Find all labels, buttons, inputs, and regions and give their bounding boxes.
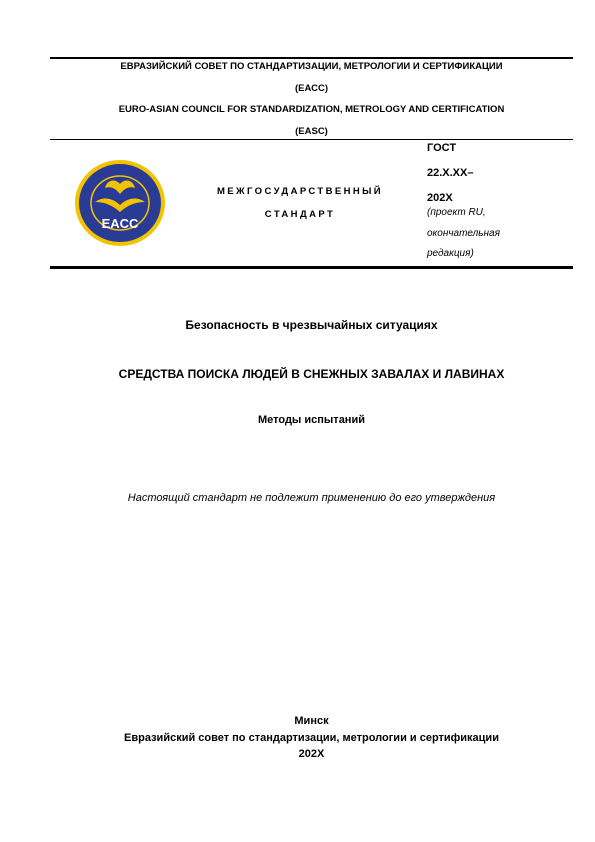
- eacc-logo: [73, 158, 167, 248]
- standard-type-line2: СТАНДАРТ: [264, 209, 336, 220]
- council-name-ru: ЕВРАЗИЙСКИЙ СОВЕТ ПО СТАНДАРТИЗАЦИИ, МЕТРОЛОГИИ И СЕРТИФИКАЦИИ: [120, 61, 503, 72]
- notice-text: Настоящий стандарт не подлежит применению до его утверждения: [127, 492, 496, 504]
- footer-city: Минск: [294, 715, 329, 727]
- footer-year: 202Х: [298, 748, 325, 760]
- main-title: СРЕДСТВА ПОИСКА ЛЮДЕЙ В СНЕЖНЫХ ЗАВАЛАХ И ЛАВИНАХ: [118, 367, 505, 381]
- logo-text: EACC: [101, 216, 139, 231]
- draft-note-3: редакция): [427, 248, 474, 259]
- standard-type-line1: МЕЖГОСУДАРСТВЕННЫЙ: [216, 186, 384, 197]
- council-abbr-en: (EASC): [295, 126, 328, 137]
- gost-number: 22.Х.ХХ–: [427, 167, 474, 179]
- footer-publisher: Евразийский совет по стандартизации, метрологии и сертификации: [124, 732, 499, 744]
- draft-note-1: (проект RU,: [427, 207, 486, 218]
- draft-note-2: окончательная: [427, 228, 500, 239]
- council-name-en: EURO-ASIAN COUNCIL FOR STANDARDIZATION, METROLOGY AND CERTIFICATION: [118, 104, 505, 115]
- header-divider: [50, 139, 573, 140]
- top-rule: [50, 57, 573, 59]
- gost-year: 202Х: [427, 192, 453, 204]
- gost-label: ГОСТ: [427, 142, 457, 154]
- header-bottom-rule: [50, 266, 573, 269]
- sub-title: Методы испытаний: [258, 414, 365, 426]
- group-title: Безопасность в чрезвычайных ситуациях: [185, 318, 438, 332]
- council-abbr-ru: (ЕАСС): [294, 83, 328, 94]
